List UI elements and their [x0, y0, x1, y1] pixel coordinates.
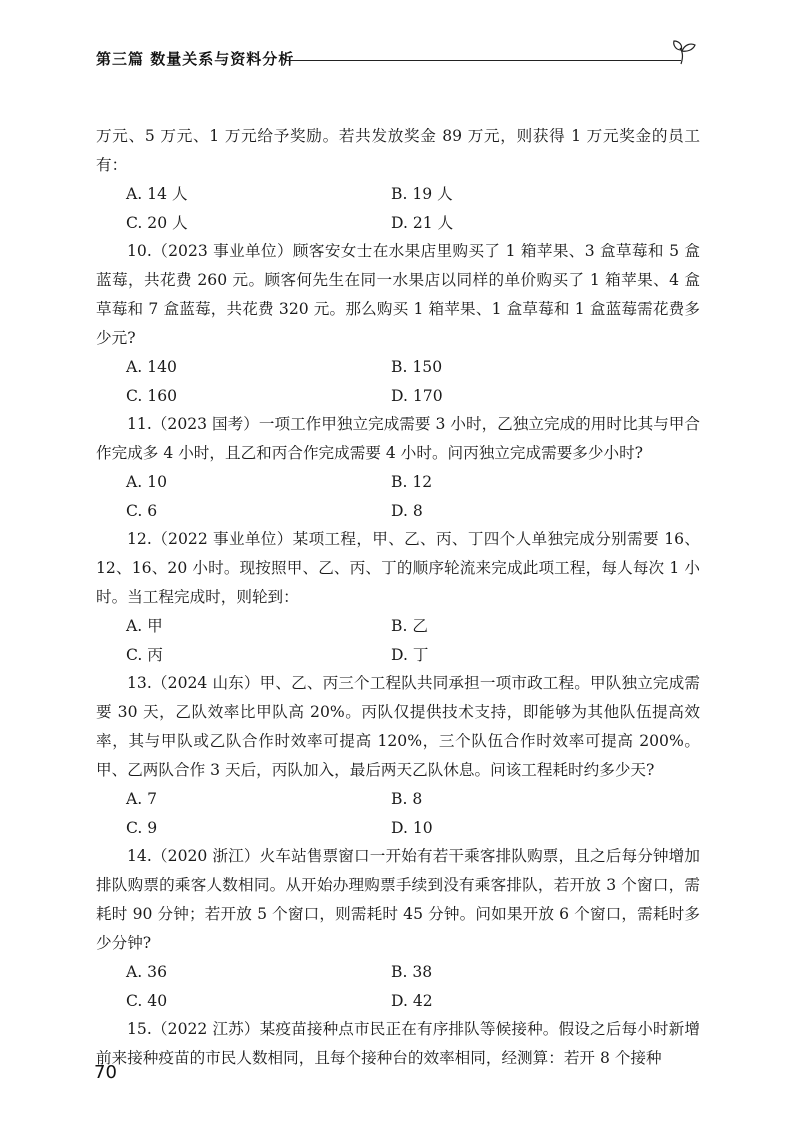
option-b: B. 150	[391, 358, 443, 376]
option-a: A. 14 人	[126, 185, 188, 203]
option-d: D. 170	[391, 386, 443, 405]
answer-options	[96, 958, 700, 1015]
question-continuation: 万元、5 万元、1 万元给予奖励。若共发放奖金 89 万元，则获得 1 万元奖金的员工有：	[96, 127, 700, 174]
answer-options	[96, 180, 700, 237]
option-b: B. 38	[391, 963, 433, 981]
answer-options	[96, 353, 700, 410]
question-14: 14.（2020 浙江）火车站售票窗口一开始有若干乘客排队购票，且之后每分钟增加排队购票的乘客人数相同。从开始办理购票手续到没有乘客排队，若开放 3 个窗口，需耗时 90 分钟；若开放 5 个窗口，则需耗时 45 分钟。问如果开放 6 个窗口，需耗时多少分钟?	[96, 847, 700, 952]
option-d: D. 10	[391, 818, 433, 837]
option-d: D. 8	[391, 501, 423, 520]
running-header	[96, 44, 696, 70]
option-b: B. 19 人	[391, 185, 453, 203]
option-a: A. 7	[126, 790, 158, 808]
answer-options	[96, 612, 700, 669]
option-c: C. 丙	[126, 645, 163, 664]
question-15: 15.（2022 江苏）某疫苗接种点市民正在有序排队等候接种。假设之后每小时新增前来接种疫苗的市民人数相同，且每个接种台的效率相同，经测算：若开 8 个接种	[96, 1020, 700, 1067]
option-c: C. 9	[126, 818, 158, 837]
option-d: D. 42	[391, 991, 433, 1010]
option-a: A. 甲	[126, 617, 163, 635]
sprout-icon	[671, 38, 701, 68]
option-b: B. 乙	[391, 617, 428, 635]
page-number: 70	[94, 1062, 117, 1083]
option-a: A. 140	[126, 358, 177, 376]
header-title: 第三篇 数量关系与资料分析	[96, 50, 295, 68]
answer-options	[96, 468, 700, 525]
option-b: B. 8	[391, 790, 423, 808]
answer-options	[96, 785, 700, 842]
option-c: C. 160	[126, 386, 178, 405]
option-d: D. 21 人	[391, 213, 454, 232]
option-c: C. 20 人	[126, 213, 188, 232]
option-c: C. 6	[126, 501, 158, 520]
option-d: D. 丁	[391, 645, 429, 664]
question-12: 12.（2022 事业单位）某项工程，甲、乙、丙、丁四个人单独完成分别需要 16、12、16、20 小时。现按照甲、乙、丙、丁的顺序轮流来完成此项工程，每人每次 1 小时。当工程完成时，则轮到：	[96, 530, 700, 606]
question-11: 11.（2023 国考）一项工作甲独立完成需要 3 小时，乙独立完成的用时比其与甲合作完成多 4 小时，且乙和丙合作完成需要 4 小时。问丙独立完成需要多少小时?	[96, 415, 700, 462]
option-a: A. 10	[126, 473, 168, 491]
question-content	[96, 122, 700, 1073]
option-c: C. 40	[126, 991, 168, 1010]
option-b: B. 12	[391, 473, 433, 491]
question-10: 10.（2023 事业单位）顾客安女士在水果店里购买了 1 箱苹果、3 盒草莓和 5 盒蓝莓，共花费 260 元。顾客何先生在同一水果店以同样的单价购买了 1 箱苹果、4 盒草莓和 7 盒蓝莓，共花费 320 元。那么购买 1 箱苹果、1 盒草莓和 1 盒蓝莓需花费多少元?	[96, 242, 700, 347]
header-rule	[286, 60, 681, 61]
option-a: A. 36	[126, 963, 168, 981]
question-13: 13.（2024 山东）甲、乙、丙三个工程队共同承担一项市政工程。甲队独立完成需要 30 天，乙队效率比甲队高 20%。丙队仅提供技术支持，即能够为其他队伍提高效率，其与甲队或乙队合作时效率可提高 120%，三个队伍合作时效率可提高 200%。甲、乙两队合作 3 天后，丙队加入，最后两天乙队休息。问该工程耗时约多少天?	[96, 674, 700, 779]
